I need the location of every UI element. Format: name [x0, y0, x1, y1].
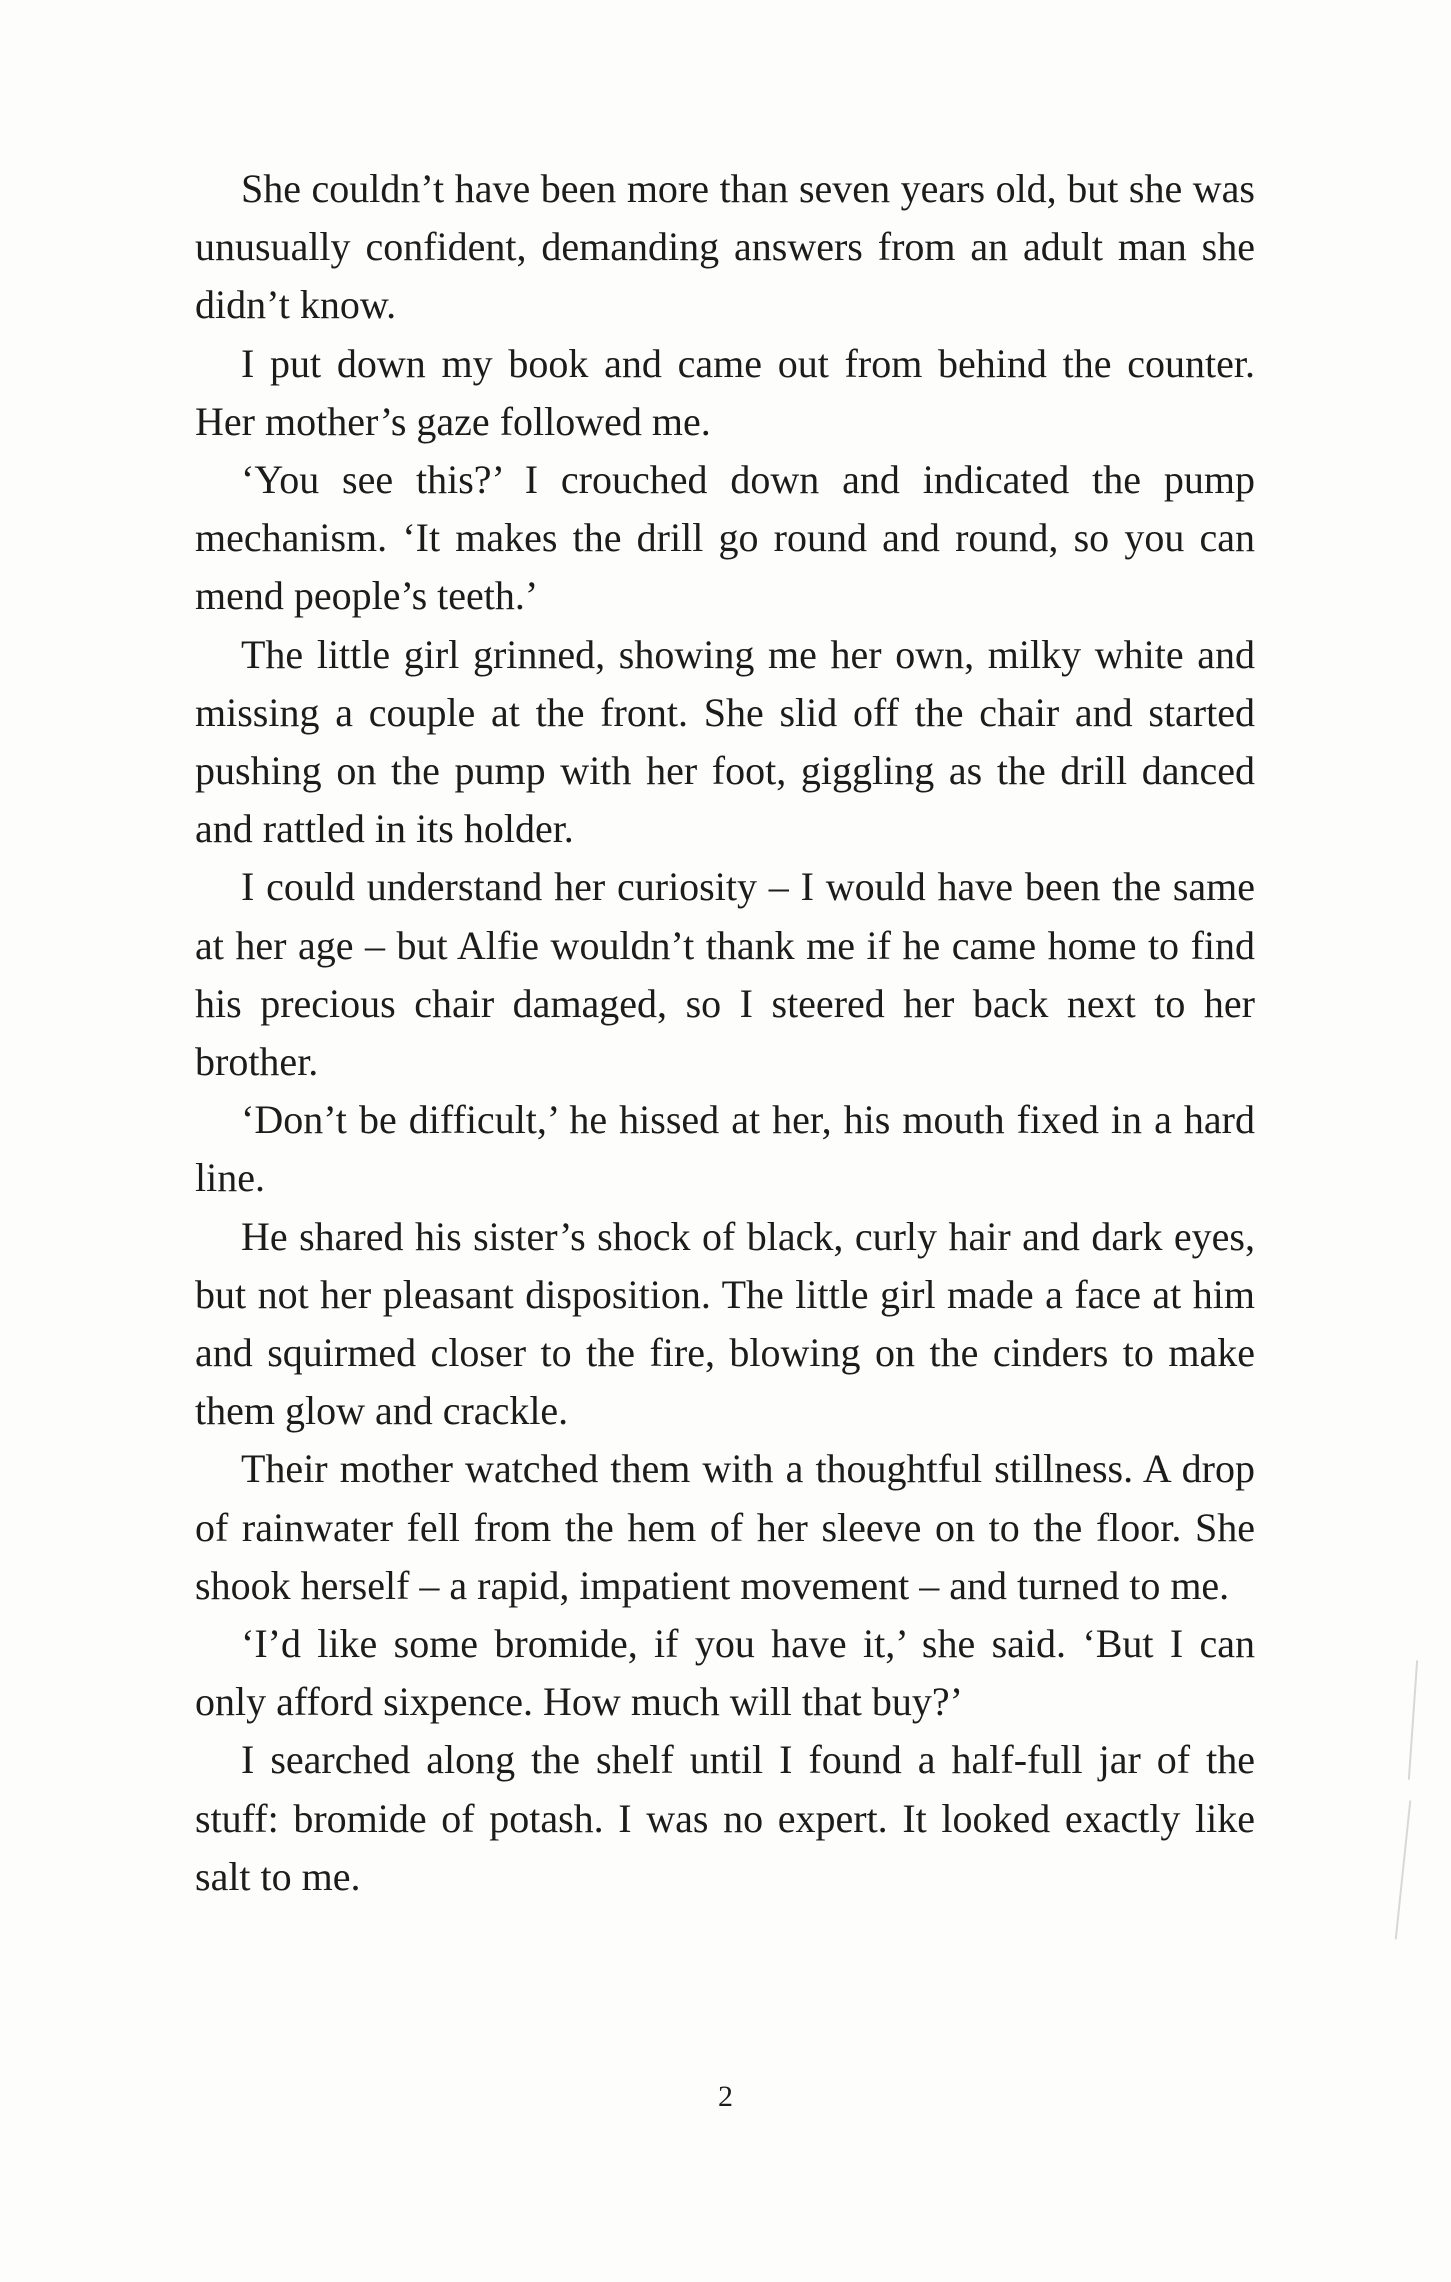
paragraph-10: I searched along the shelf until I found a half-full jar of the stuff: bromide of potash. I was no expert. It looked exactly like salt to me. [195, 1737, 1255, 1899]
paragraph-7: He shared his sister’s shock of black, curly hair and dark eyes, but not her pleasant disposition. The little girl made a face at him and squirmed closer to the fire, blowing on the cinders to make them glow and crackle. [195, 1213, 1255, 1434]
paragraph-1: She couldn’t have been more than seven years old, but she was unusually confident, demanding answers from an adult man she didn’t know. [195, 166, 1255, 328]
paragraph-2: I put down my book and came out from behind the counter. Her mother’s gaze followed me. [195, 340, 1255, 444]
page-number: 2 [718, 2080, 733, 2113]
paragraph-9: ‘I’d like some bromide, if you have it,’ she said. ‘But I can only afford sixpence. How much will that buy?’ [195, 1621, 1255, 1725]
paragraph-3: ‘You see this?’ I crouched down and indicated the pump mechanism. ‘It makes the drill go round and round, so you can mend people’s teeth.’ [195, 457, 1255, 619]
scan-edge-mark [1408, 1660, 1418, 1780]
body-text [195, 160, 1255, 1906]
paragraph-6: ‘Don’t be difficult,’ he hissed at her, his mouth fixed in a hard line. [195, 1097, 1255, 1201]
paragraph-5: I could understand her curiosity – I would have been the same at her age – but Alfie wouldn’t thank me if he came home to find his precious chair damaged, so I steered her back next to her brother. [195, 864, 1255, 1085]
scan-edge-mark [1395, 1800, 1412, 1939]
paragraph-8: Their mother watched them with a thoughtful stillness. A drop of rainwater fell from the hem of her sleeve on to the floor. She shook herself – a rapid, impatient movement – and turned to me. [195, 1446, 1255, 1608]
paragraph-4: The little girl grinned, showing me her own, milky white and missing a couple at the front. She slid off the chair and started pushing on the pump with her foot, giggling as the drill danced and rattled in its holder. [195, 631, 1255, 852]
